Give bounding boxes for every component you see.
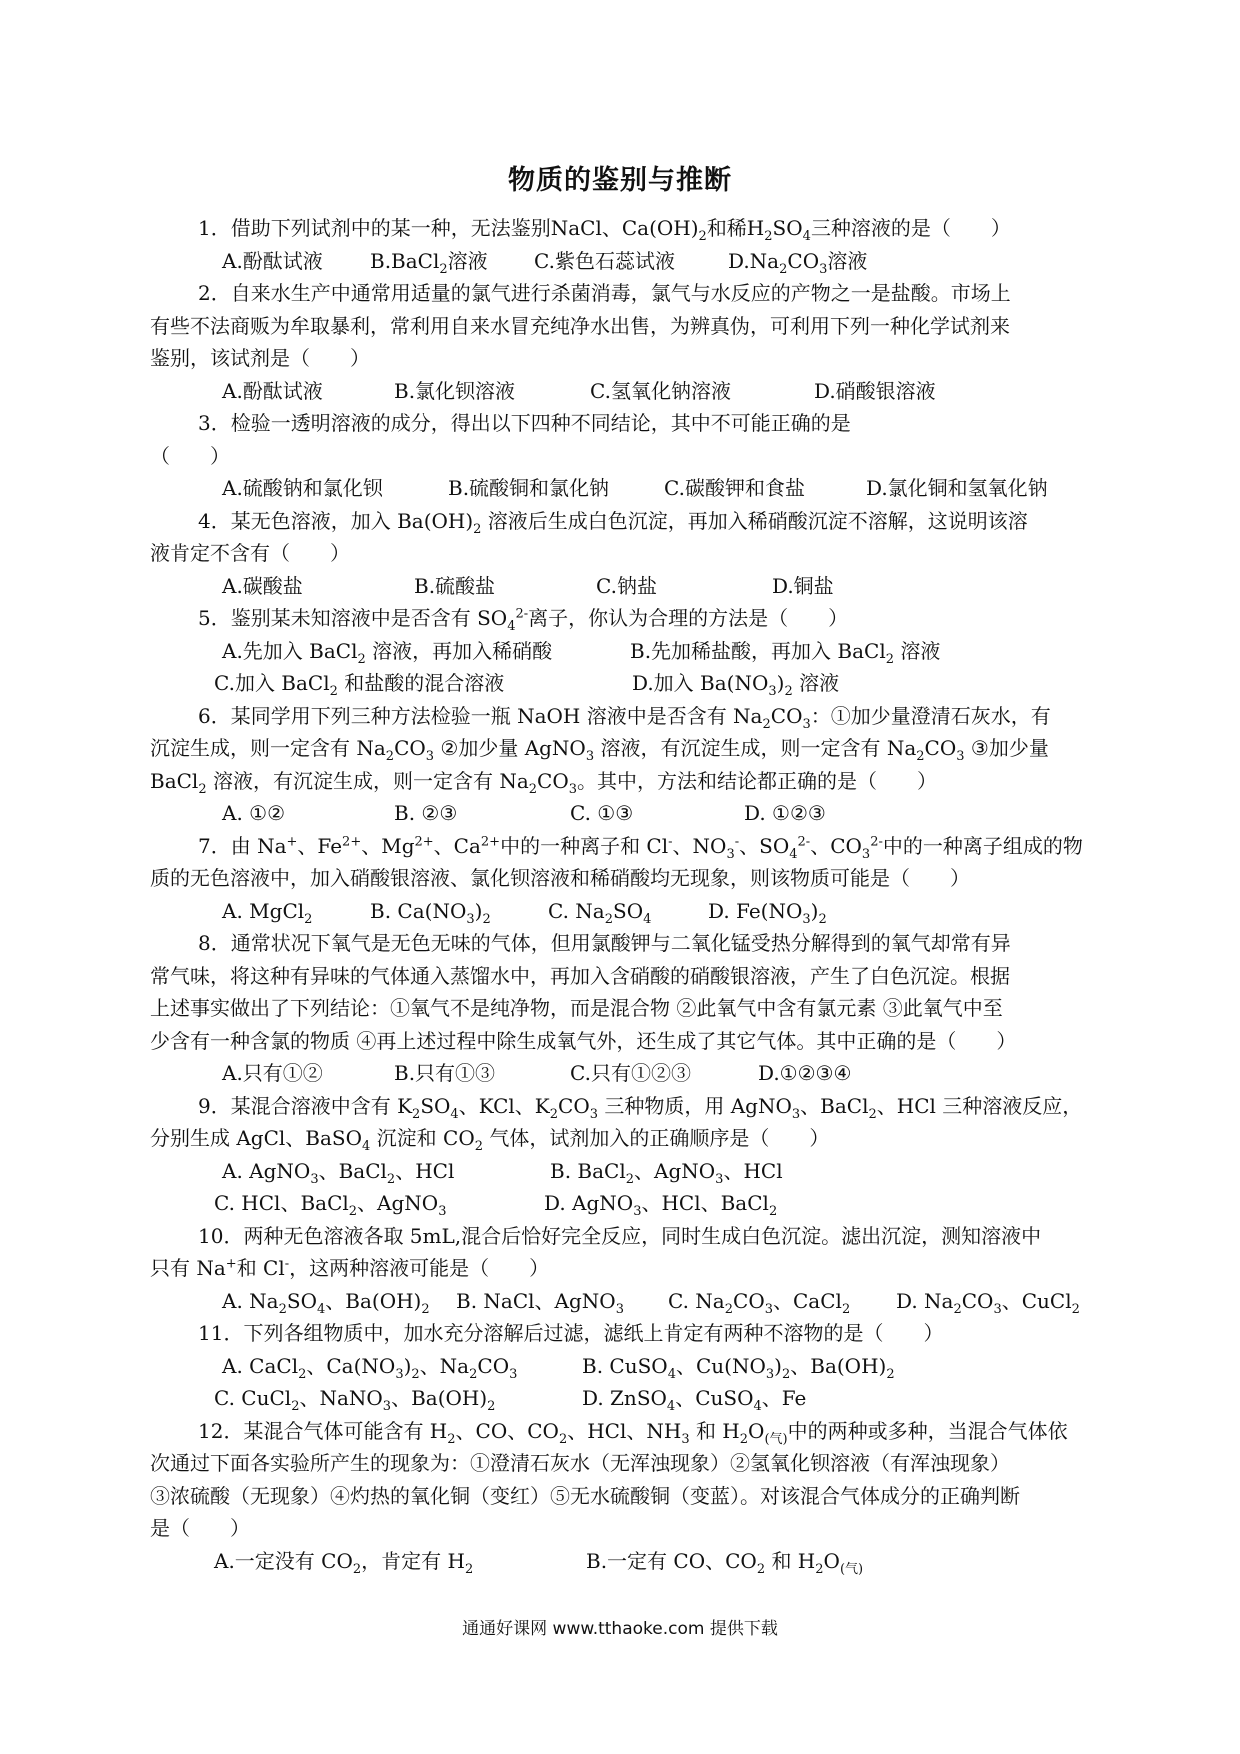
answer-option: A.酚酞试液 [222, 248, 323, 273]
answer-options-row [150, 570, 1102, 603]
question-stem: 3．检验一透明溶液的成分，得出以下四种不同结论，其中不可能正确的是 [198, 411, 851, 435]
answer-option: C.碳酸钾和食盐 [664, 476, 805, 500]
answer-option: B. BaCl$_2$、AgNO$_3$、HCl [550, 1158, 783, 1187]
question-text: 次通过下面各实验所产生的现象为：①澄清石灰水（无浑浊现象）②氢氧化钡溶液（有浑浊现象） [150, 1451, 1010, 1475]
answer-option: A.硫酸钠和氯化钡 [222, 476, 383, 500]
question-stem: 4．某无色溶液，加入 $Ba(OH)_2$ 溶液后生成白色沉淀，再加入稀硝酸沉淀不溶解，这说明该溶 [198, 508, 1028, 537]
question-text: 有些不法商贩为牟取暴利，常利用自来水冒充纯净水出售，为辨真伪，可利用下列一种化学试剂来 [150, 313, 1010, 338]
answer-option: B.一定有 CO、$CO_2$ 和 $H_2O_{(气)}$ [586, 1548, 864, 1577]
question-stem: 12．某混合气体可能含有 $H_2$、CO、$CO_2$、HCl、$NH_3$ 和 $H_2O_{(气)}$中的两种或多种，当混合气体依 [198, 1418, 1068, 1447]
question-text: 分别生成 AgCl、BaSO$_4$ 沉淀和 $CO_2$ 气体，试剂加入的正确顺序是（ ） [150, 1126, 830, 1154]
answer-option: A.酚酞试液 [222, 378, 323, 403]
answer-options-row [150, 895, 1102, 928]
question-text: （ ） [150, 443, 230, 468]
answer-option: D. $Na_2CO_3$、CuCl$_2$ [896, 1288, 1080, 1317]
answer-options-row [150, 1285, 1102, 1318]
answer-option: D. AgNO$_3$、HCl、BaCl$_2$ [544, 1191, 778, 1219]
answer-option: B. ②③ [394, 801, 458, 825]
question-text: 只有 Na+和 Cl-，这两种溶液可能是（ ） [150, 1256, 550, 1280]
question-text: 是（ ） [150, 1516, 250, 1540]
answer-option: A. $Na_2SO_4$、$Ba(OH)_2$ [222, 1288, 430, 1317]
question-list [150, 212, 1102, 1577]
page-title: 物质的鉴别与推断 [508, 165, 732, 196]
answer-option: D. $Fe(NO_3)_2$ [708, 898, 827, 927]
answer-option: C.钠盐 [596, 573, 657, 598]
answer-option: C.加入 BaCl$_2$ 和盐酸的混合溶液 [214, 671, 505, 699]
answer-option: B.硫酸盐 [414, 573, 496, 598]
answer-option: A. MgCl$_2$ [222, 898, 313, 927]
question-stem: 7．由 Na+、$Fe^{2+}$、$Mg^{2+}$、$Ca^{2+}$中的一种离子和 Cl-、$NO_3^-$、$SO_4^{2-}$、$CO_3^{2-}$中的一种离子组成的物 [198, 833, 1083, 862]
question-stem: 2．自来水生产中通常用适量的氯气进行杀菌消毒，氯气与水反应的产物之一是盐酸。市场上 [198, 281, 1011, 305]
answer-option: D.①②③④ [758, 1061, 852, 1085]
answer-option: A.一定没有 $CO_2$，肯定有 $H_2$ [214, 1548, 474, 1577]
question-stem: 1．借助下列试剂中的某一种，无法鉴别NaCl、$Ca(OH)_2$和稀$H_2SO_4$三种溶液的是（ ） [198, 216, 1011, 244]
answer-options-row [150, 1057, 1102, 1090]
question-text: 鉴别，该试剂是（ ） [150, 346, 370, 370]
question-text: 常气味，将这种有异味的气体通入蒸馏水中，再加入含硝酸的硝酸银溶液，产生了白色沉淀。根据 [150, 963, 1010, 988]
answer-option: B.氯化钡溶液 [394, 378, 516, 403]
answer-option: C. $Na_2CO_3$、CaCl$_2$ [668, 1288, 851, 1317]
answer-option: D.加入 $Ba(NO_3)_2$ 溶液 [632, 671, 840, 699]
question-stem: 10．两种无色溶液各取 5mL,混合后恰好完全反应，同时生成白色沉淀。滤出沉淀，测知溶液中 [198, 1223, 1042, 1248]
answer-option: C.紫色石蕊试液 [534, 248, 675, 273]
answer-option: B.只有①③ [394, 1061, 496, 1085]
answer-option: $D.Na_2CO_3$溶液 [728, 248, 868, 277]
answer-option: B.硫酸铜和氯化钠 [448, 476, 610, 500]
question-text: BaCl$_2$ 溶液，有沉淀生成，则一定含有 $Na_2CO_3$。其中，方法和结论都正确的是（ ） [150, 768, 938, 797]
answer-options-row [150, 245, 1102, 278]
answer-option: A.碳酸盐 [222, 573, 303, 598]
answer-option: B. $Ca(NO_3)_2$ [370, 898, 491, 927]
answer-options-row [150, 472, 1102, 505]
question-stem: 5．鉴别某未知溶液中是否含有 $SO_4^{2-}$离子，你认为合理的方法是（ ） [198, 606, 849, 634]
answer-option: C.只有①②③ [570, 1061, 691, 1085]
question-text: 质的无色溶液中，加入硝酸银溶液、氯化钡溶液和稀硝酸均无现象，则该物质可能是（ ） [150, 866, 970, 890]
answer-option: A.先加入 BaCl$_2$ 溶液，再加入稀硝酸 [222, 638, 553, 667]
answer-options-row [150, 635, 1102, 668]
question-text: 上述事实做出了下列结论：①氧气不是纯净物，而是混合物 ②此氧气中含有氯元素 ③此氧气中至 [150, 996, 1003, 1020]
question-stem: 6．某同学用下列三种方法检验一瓶 NaOH 溶液中是否含有 $Na_2CO_3$：①加少量澄清石灰水，有 [198, 703, 1051, 732]
answer-option: A. CaCl$_2$、$Ca(NO_3)_2$、$Na_2CO_3$ [222, 1353, 518, 1382]
question-stem: 11．下列各组物质中，加水充分溶解后过滤，滤纸上肯定有两种不溶物的是（ ） [198, 1321, 944, 1345]
answer-option: D.氯化铜和氢氧化钠 [866, 476, 1048, 500]
answer-option: C. CuCl$_2$、NaNO$_3$、$Ba(OH)_2$ [214, 1386, 496, 1414]
answer-options-row [150, 375, 1102, 408]
question-text: 液肯定不含有（ ） [150, 541, 350, 565]
question-text: 沉淀生成，则一定含有 $Na_2CO_3$ ②加少量 AgNO$_3$ 溶液，有沉淀生成，则一定含有 $Na_2CO_3$ ③加少量 [150, 736, 1049, 764]
answer-option: D. ZnSO$_4$、CuSO$_4$、Fe [582, 1386, 807, 1414]
question-stem: 8．通常状况下氧气是无色无味的气体，但用氯酸钾与二氧化锰受热分解得到的氧气却常有异 [198, 931, 1011, 955]
answer-option: C.氢氧化钠溶液 [590, 378, 731, 403]
answer-option: B. CuSO$_4$、$Cu(NO_3)_2$、$Ba(OH)_2$ [582, 1353, 895, 1382]
answer-option: A. ①② [222, 801, 286, 825]
answer-option: D. ①②③ [744, 801, 826, 825]
answer-option: B.BaCl$_2$溶液 [370, 248, 488, 277]
answer-option: D.铜盐 [772, 573, 834, 598]
answer-options-row [150, 1350, 1102, 1383]
answer-option: C. $Na_2SO_4$ [548, 898, 652, 927]
answer-options-row [150, 1155, 1102, 1188]
answer-option: B. NaCl、AgNO$_3$ [456, 1288, 624, 1317]
answer-option: C. HCl、BaCl$_2$、AgNO$_3$ [214, 1191, 447, 1219]
question-text: ③浓硫酸（无现象）④灼热的氧化铜（变红）⑤无水硫酸铜（变蓝）。对该混合气体成分的正确判断 [150, 1483, 1020, 1508]
answer-options-row [150, 1382, 1102, 1415]
answer-options-row [150, 667, 1102, 700]
answer-option: C. ①③ [570, 801, 634, 825]
question-text: 少含有一种含氯的物质 ④再上述过程中除生成氧气外，还生成了其它气体。其中正确的是（ ） [150, 1028, 1017, 1053]
answer-option: B.先加稀盐酸，再加入 BaCl$_2$ 溶液 [630, 638, 941, 667]
page-footer: 通通好课网 www.tthaoke.com 提供下载 [462, 1619, 778, 1639]
answer-option: A. AgNO$_3$、BaCl$_2$、HCl [222, 1158, 455, 1187]
answer-options-row [150, 1545, 1102, 1578]
answer-option: D.硝酸银溶液 [814, 378, 936, 403]
answer-option: A.只有①② [222, 1061, 323, 1085]
answer-options-row [150, 1187, 1102, 1220]
answer-options-row [150, 797, 1102, 830]
question-stem: 9．某混合溶液中含有 $K_2SO_4$、KCl、$K_2CO_3$ 三种物质，用 AgNO$_3$、BaCl$_2$、HCl 三种溶液反应， [198, 1093, 1083, 1122]
